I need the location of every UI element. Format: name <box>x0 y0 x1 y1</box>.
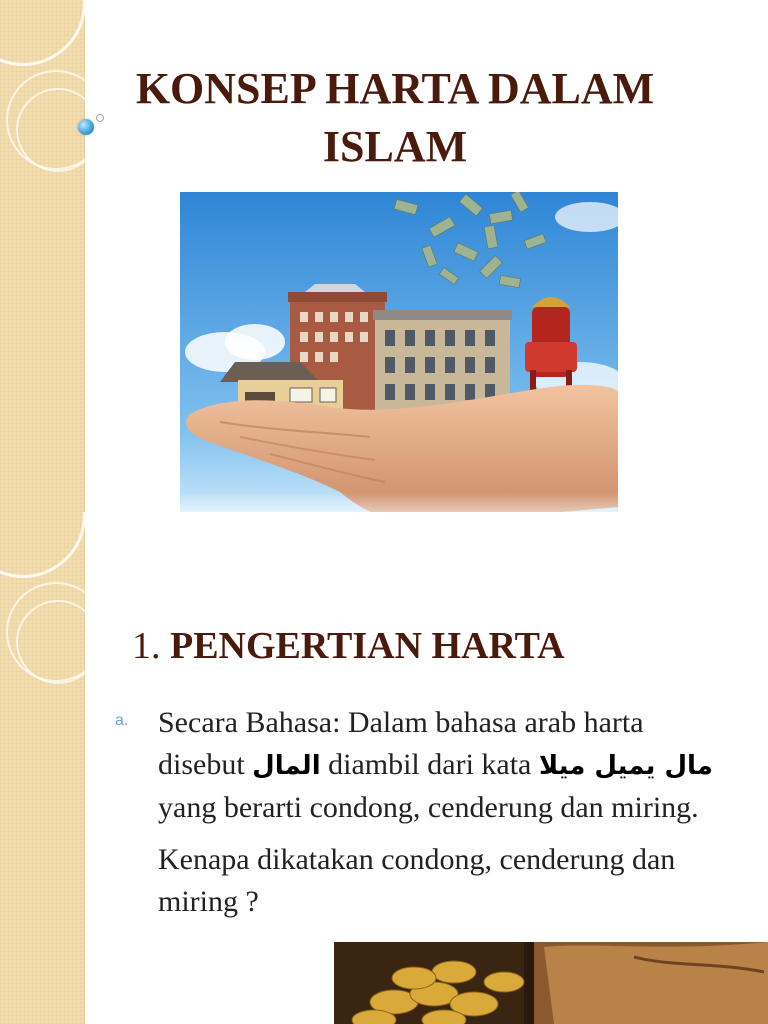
hero-illustration <box>180 192 618 512</box>
decorative-ring <box>0 512 86 578</box>
bullet-marker: a. <box>115 712 129 729</box>
decorative-ring <box>0 0 86 66</box>
paragraph-part-3: yang berarti condong, cenderung dan miring. <box>158 791 699 824</box>
arabic-word-al-mal: المال <box>252 751 321 781</box>
paragraph-part-2: diambil dari kata <box>328 748 532 781</box>
slide-title <box>60 60 730 176</box>
heading-text: PENGERTIAN HARTA <box>170 625 565 667</box>
paragraph-definition <box>158 702 728 829</box>
title-line-2: ISLAM <box>322 122 468 171</box>
decorative-side-strip <box>0 512 85 1024</box>
paragraph-part-1: Secara Bahasa: Dalam bahasa arab harta disebut <box>158 706 644 781</box>
paragraph-question: Kenapa dikatakan condong, cenderung dan miring ? <box>158 843 676 918</box>
decorative-ring <box>6 582 106 682</box>
body-text <box>158 702 728 933</box>
slide-2 <box>0 512 768 1024</box>
title-line-1: KONSEP HARTA DALAM <box>135 64 655 113</box>
treasure-image <box>334 942 768 1024</box>
heading-number: 1. <box>132 625 161 667</box>
arabic-word-mala: مال يميل ميلا <box>538 751 713 781</box>
section-heading <box>132 624 565 668</box>
